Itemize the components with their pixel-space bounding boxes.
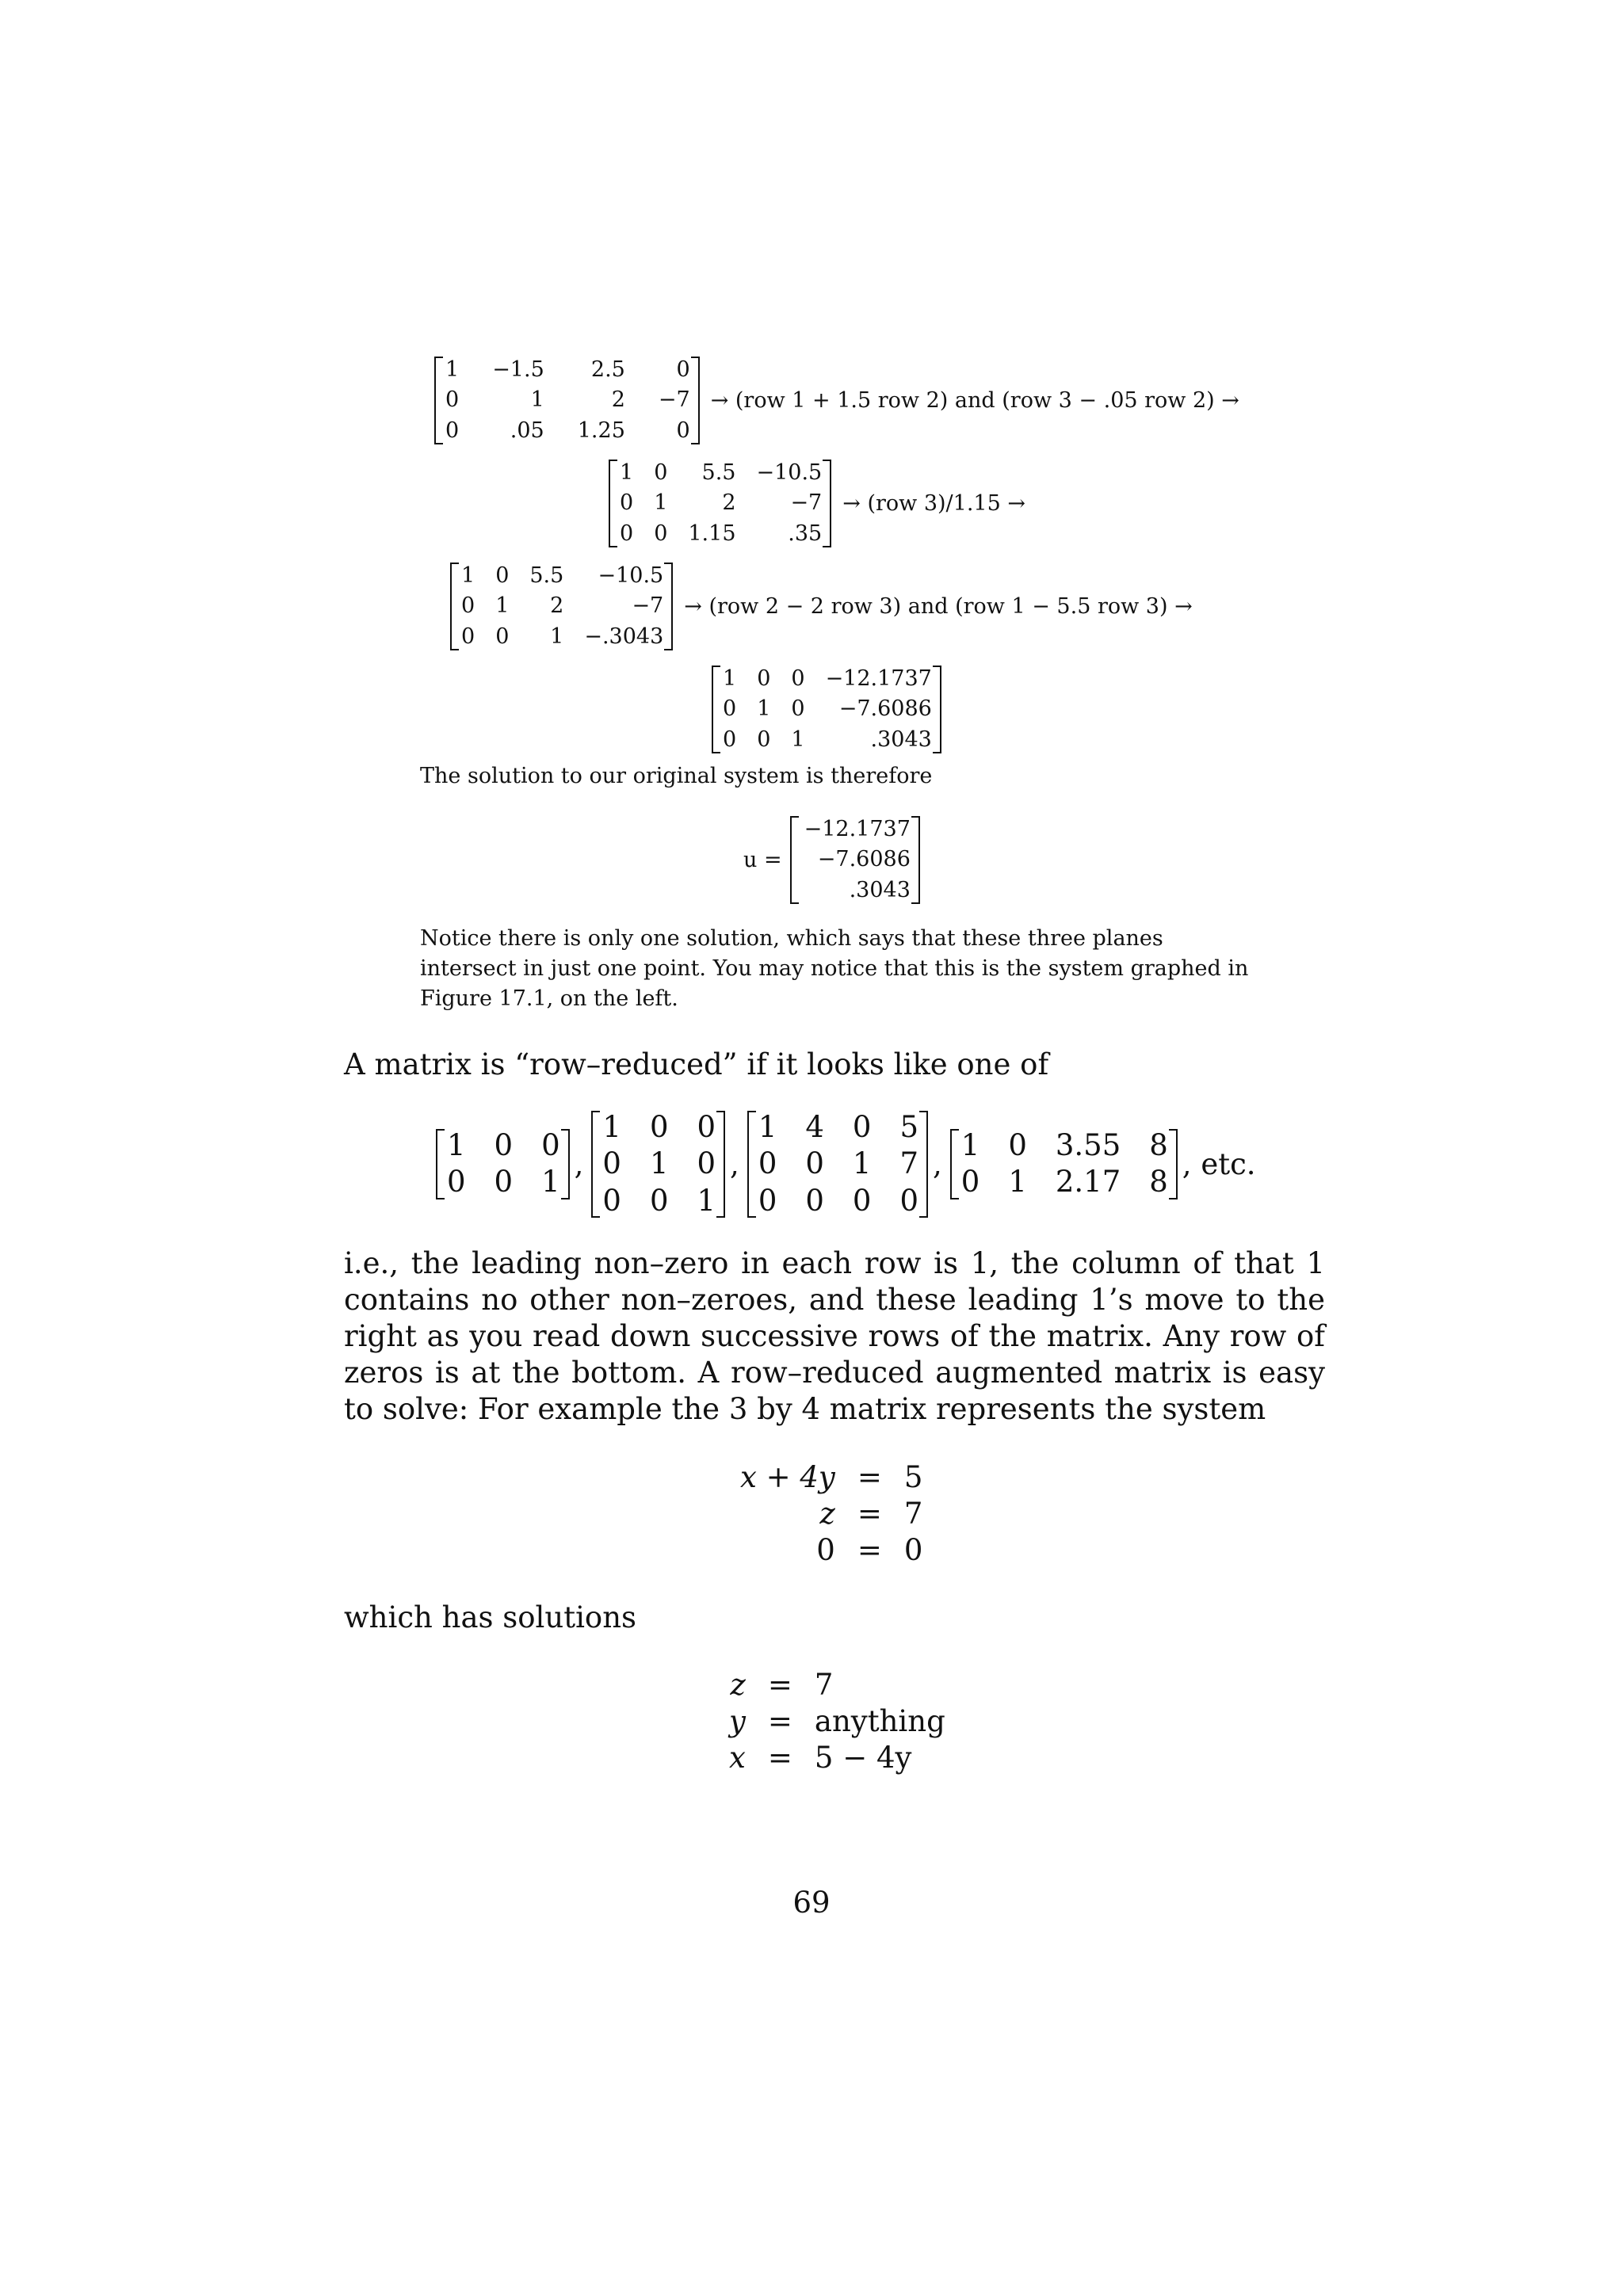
vector: −12.1737 −7.6086 .3043 <box>790 814 920 906</box>
notice-paragraph: Notice there is only one solution, which says that these three planes intersect in just one point. You may notice that this is the system graphed in Figure 17.1, on the left. <box>420 926 1249 1011</box>
row-reduced-intro: A matrix is “row–reduced” if it looks like one of <box>344 1047 1049 1081</box>
example-matrix-4: 1 0 3.55 8 0 1 2.17 8 <box>950 1127 1178 1201</box>
reduction-step-3 <box>450 561 1193 652</box>
row-reduced-examples <box>436 1109 1256 1219</box>
solution-set: z = 7 y = anything x = 5 − 4y <box>729 1668 945 1775</box>
matrix: 1 0 5.5 −10.5 0 1 2 −7 0 0 1.15 .35 <box>609 458 831 549</box>
reduction-step-1 <box>434 355 1239 446</box>
example-matrix-1: 1 0 0 0 0 1 <box>436 1127 570 1201</box>
solution-vector <box>743 814 920 906</box>
separator: , <box>730 1146 739 1181</box>
solutions-intro: which has solutions <box>344 1600 637 1634</box>
row-operation-note: → (row 1 + 1.5 row 2) and (row 3 − .05 row 2) → <box>710 387 1239 413</box>
solution-intro: The solution to our original system is therefore <box>420 764 933 788</box>
explanation-paragraph: i.e., the leading non–zero in each row is 1, the column of that 1 contains no other non–zeroes, and these leading 1’s move to the right as you read down successive rows of the matrix. Any row of zeros is at the bottom. A row–reduced augmented matrix is easy to solve: For example the 3 by 4 matrix represents the system <box>344 1246 1325 1426</box>
page-number: 69 <box>792 1886 831 1920</box>
separator: , <box>574 1146 584 1181</box>
etc-label: , etc. <box>1182 1146 1256 1181</box>
reduction-step-2 <box>609 458 1025 549</box>
separator: , <box>933 1146 942 1181</box>
equation-system: x + 4y = 5 z = 7 0 = 0 <box>740 1460 923 1567</box>
matrix: 1 0 0 −12.1737 0 1 0 −7.6086 0 0 1 .3043 <box>712 664 941 755</box>
row-operation-note: → (row 3)/1.15 → <box>842 490 1025 516</box>
example-matrix-3: 1 4 0 5 0 0 1 7 0 0 0 0 <box>747 1109 928 1219</box>
row-operation-note: → (row 2 − 2 row 3) and (row 1 − 5.5 row 3) → <box>684 593 1193 619</box>
example-matrix-2: 1 0 0 0 1 0 0 0 1 <box>591 1109 725 1219</box>
reduction-step-4 <box>712 664 941 755</box>
matrix: 1 −1.5 2.5 0 0 1 2 −7 0 .05 1.25 0 <box>434 355 700 446</box>
solution-label: u = <box>743 847 782 872</box>
matrix: 1 0 5.5 −10.5 0 1 2 −7 0 0 1 −.3043 <box>450 561 673 652</box>
